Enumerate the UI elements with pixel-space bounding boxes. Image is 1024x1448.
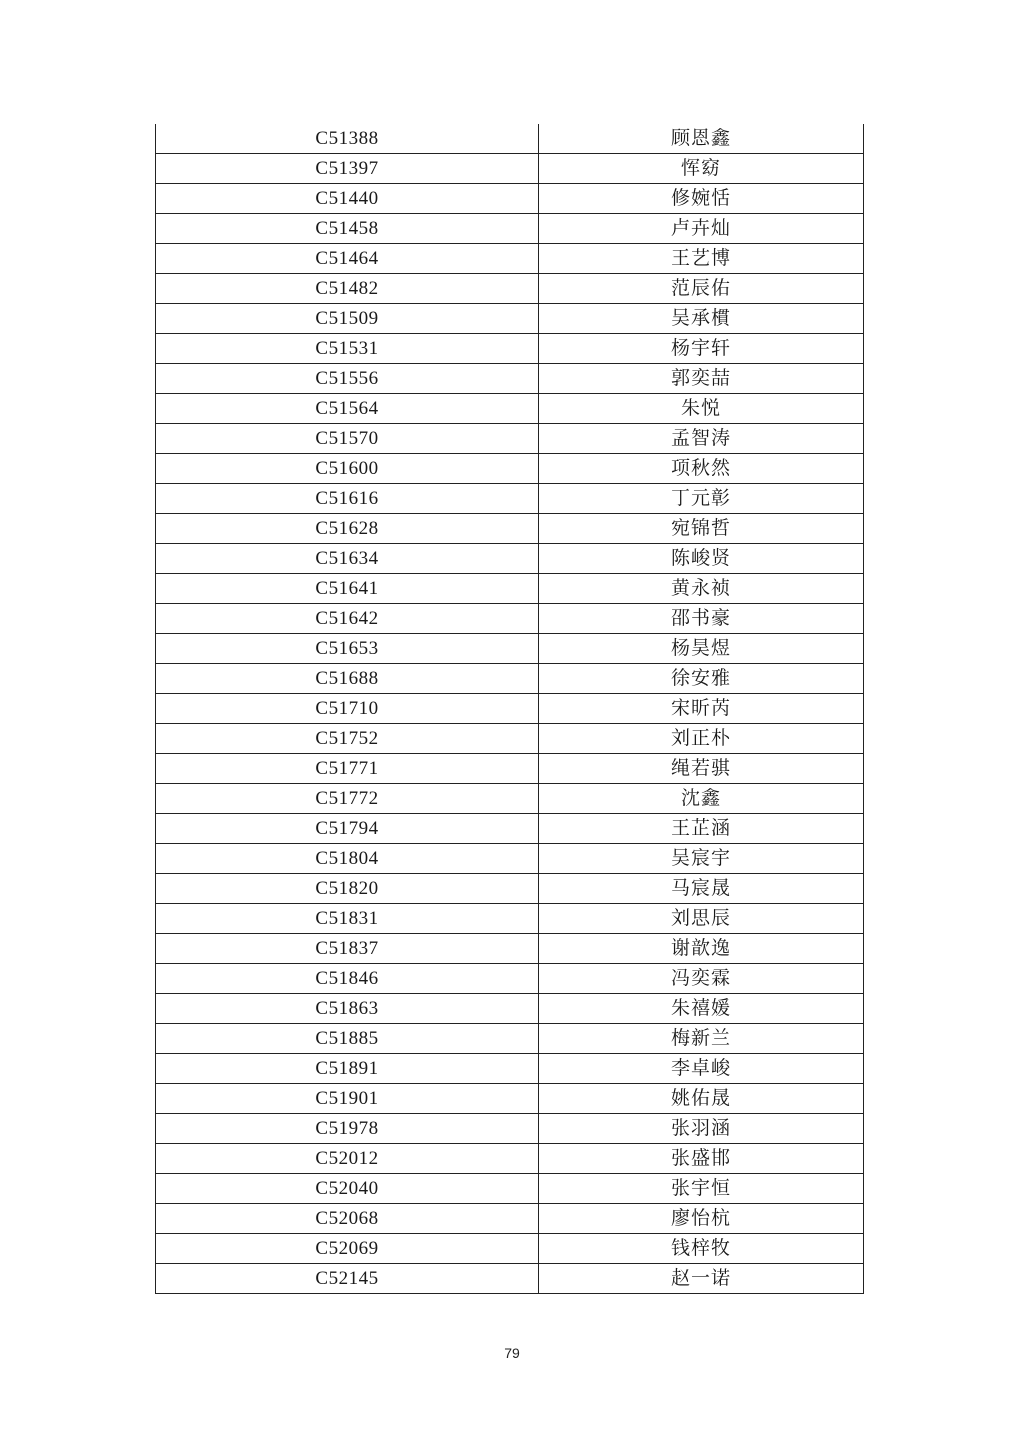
table-row: [156, 904, 864, 934]
candidate-id-cell: C51837: [156, 934, 539, 964]
candidate-name-cell: 谢歆逸: [539, 934, 864, 964]
candidate-id-cell: C51771: [156, 754, 539, 784]
candidate-name-cell: 廖怡杭: [539, 1204, 864, 1234]
table-row: [156, 964, 864, 994]
candidate-id-cell: C51846: [156, 964, 539, 994]
candidate-id-cell: C51653: [156, 634, 539, 664]
table-row: [156, 1144, 864, 1174]
page-number: 79: [504, 1345, 520, 1361]
candidate-id-cell: C51710: [156, 694, 539, 724]
candidate-id-cell: C51509: [156, 304, 539, 334]
table-row: [156, 664, 864, 694]
table-row: [156, 214, 864, 244]
candidate-name-cell: 朱悦: [539, 394, 864, 424]
candidate-id-cell: C51564: [156, 394, 539, 424]
candidate-id-cell: C51482: [156, 274, 539, 304]
candidate-name-cell: 宛锦哲: [539, 514, 864, 544]
candidate-id-cell: C51628: [156, 514, 539, 544]
table-row: [156, 334, 864, 364]
candidate-name-cell: 修婉恬: [539, 184, 864, 214]
candidate-name-cell: 刘正朴: [539, 724, 864, 754]
candidate-name-cell: 王艺博: [539, 244, 864, 274]
table-row: [156, 754, 864, 784]
candidate-id-cell: C51397: [156, 154, 539, 184]
table-row: [156, 1234, 864, 1264]
candidate-id-cell: C51863: [156, 994, 539, 1024]
table-row: [156, 124, 864, 154]
candidate-name-cell: 张宇恒: [539, 1174, 864, 1204]
table-body: [156, 124, 864, 1294]
table-row: [156, 1264, 864, 1294]
table-row: [156, 604, 864, 634]
candidate-id-cell: C51570: [156, 424, 539, 454]
candidate-name-cell: 项秋然: [539, 454, 864, 484]
candidate-name-cell: 绳若骐: [539, 754, 864, 784]
candidate-id-cell: C51794: [156, 814, 539, 844]
table-row: [156, 1114, 864, 1144]
candidate-id-cell: C52040: [156, 1174, 539, 1204]
candidate-id-cell: C51642: [156, 604, 539, 634]
candidate-id-cell: C52069: [156, 1234, 539, 1264]
candidate-id-cell: C51556: [156, 364, 539, 394]
table-row: [156, 1024, 864, 1054]
table-row: [156, 814, 864, 844]
table-row: [156, 544, 864, 574]
table-row: [156, 154, 864, 184]
table-row: [156, 1054, 864, 1084]
candidate-id-cell: C51901: [156, 1084, 539, 1114]
table-row: [156, 304, 864, 334]
candidate-name-cell: 恽窈: [539, 154, 864, 184]
table-row: [156, 454, 864, 484]
table-row: [156, 514, 864, 544]
candidate-id-cell: C51891: [156, 1054, 539, 1084]
candidate-name-cell: 刘思辰: [539, 904, 864, 934]
name-list-table: [155, 124, 864, 1294]
candidate-name-cell: 王芷涵: [539, 814, 864, 844]
table-row: [156, 424, 864, 454]
candidate-name-cell: 沈鑫: [539, 784, 864, 814]
candidate-id-cell: C51885: [156, 1024, 539, 1054]
candidate-id-cell: C51388: [156, 124, 539, 154]
name-list-table-container: [155, 124, 863, 1294]
candidate-name-cell: 徐安雅: [539, 664, 864, 694]
candidate-name-cell: 赵一诺: [539, 1264, 864, 1294]
table-row: [156, 934, 864, 964]
candidate-name-cell: 郭奕喆: [539, 364, 864, 394]
candidate-name-cell: 宋昕芮: [539, 694, 864, 724]
table-row: [156, 184, 864, 214]
candidate-id-cell: C51820: [156, 874, 539, 904]
table-row: [156, 1084, 864, 1114]
candidate-id-cell: C51641: [156, 574, 539, 604]
table-row: [156, 1174, 864, 1204]
candidate-name-cell: 邵书豪: [539, 604, 864, 634]
table-row: [156, 574, 864, 604]
candidate-name-cell: 杨宇轩: [539, 334, 864, 364]
candidate-name-cell: 杨昊煜: [539, 634, 864, 664]
candidate-name-cell: 吴承樌: [539, 304, 864, 334]
candidate-name-cell: 范辰佑: [539, 274, 864, 304]
candidate-id-cell: C51440: [156, 184, 539, 214]
candidate-id-cell: C51458: [156, 214, 539, 244]
candidate-name-cell: 黄永祯: [539, 574, 864, 604]
candidate-id-cell: C51600: [156, 454, 539, 484]
table-row: [156, 1204, 864, 1234]
candidate-id-cell: C51752: [156, 724, 539, 754]
table-row: [156, 364, 864, 394]
table-row: [156, 724, 864, 754]
table-row: [156, 694, 864, 724]
table-row: [156, 844, 864, 874]
candidate-name-cell: 李卓峻: [539, 1054, 864, 1084]
candidate-id-cell: C51772: [156, 784, 539, 814]
candidate-id-cell: C51831: [156, 904, 539, 934]
candidate-id-cell: C52145: [156, 1264, 539, 1294]
candidate-id-cell: C51464: [156, 244, 539, 274]
table-row: [156, 634, 864, 664]
candidate-name-cell: 马宸晟: [539, 874, 864, 904]
candidate-name-cell: 张羽涵: [539, 1114, 864, 1144]
candidate-name-cell: 梅新兰: [539, 1024, 864, 1054]
table-row: [156, 274, 864, 304]
candidate-id-cell: C52012: [156, 1144, 539, 1174]
table-row: [156, 874, 864, 904]
table-row: [156, 994, 864, 1024]
candidate-id-cell: C51804: [156, 844, 539, 874]
candidate-name-cell: 孟智涛: [539, 424, 864, 454]
candidate-name-cell: 丁元彰: [539, 484, 864, 514]
candidate-id-cell: C51634: [156, 544, 539, 574]
candidate-name-cell: 卢卉灿: [539, 214, 864, 244]
table-row: [156, 784, 864, 814]
candidate-name-cell: 朱禧媛: [539, 994, 864, 1024]
candidate-name-cell: 钱梓牧: [539, 1234, 864, 1264]
candidate-name-cell: 冯奕霖: [539, 964, 864, 994]
candidate-id-cell: C52068: [156, 1204, 539, 1234]
table-row: [156, 394, 864, 424]
candidate-id-cell: C51616: [156, 484, 539, 514]
candidate-name-cell: 张盛邯: [539, 1144, 864, 1174]
table-row: [156, 484, 864, 514]
table-row: [156, 244, 864, 274]
candidate-name-cell: 吴宸宇: [539, 844, 864, 874]
candidate-id-cell: C51531: [156, 334, 539, 364]
candidate-name-cell: 陈峻贤: [539, 544, 864, 574]
candidate-id-cell: C51978: [156, 1114, 539, 1144]
candidate-id-cell: C51688: [156, 664, 539, 694]
candidate-name-cell: 姚佑晟: [539, 1084, 864, 1114]
candidate-name-cell: 顾恩鑫: [539, 124, 864, 154]
